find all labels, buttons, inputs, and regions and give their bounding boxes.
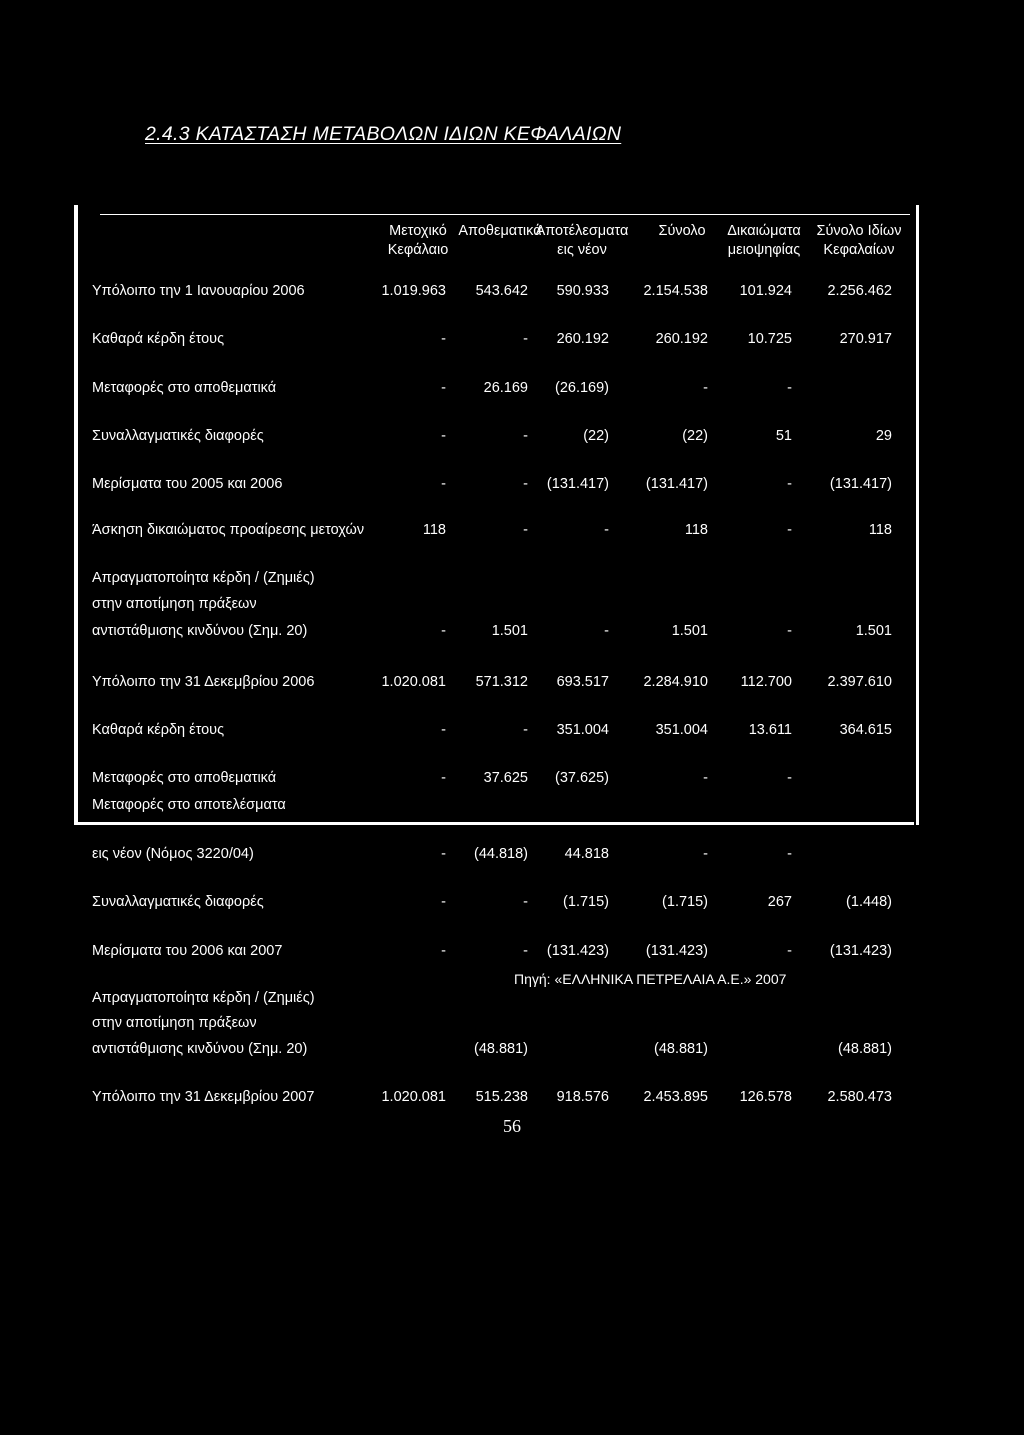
column-header-line1: Αποθεματικά [458, 223, 542, 239]
table-cell: (22) [682, 428, 708, 444]
column-header-line2 [458, 241, 541, 260]
table-cell: (37.625) [554, 770, 609, 786]
table-cell: 44.818 [564, 846, 609, 862]
row-label: Υπόλοιπο την 31 Δεκεμβρίου 2006 [92, 674, 315, 690]
row-label: στην αποτίμηση πράξεων [92, 1015, 257, 1031]
table-cell: 364.615 [839, 722, 892, 738]
table-cell: 693.517 [556, 674, 609, 690]
column-header-line1: Δικαιώματα [727, 223, 801, 239]
table-cell: 101.924 [739, 283, 792, 299]
table-cell: - [787, 623, 792, 639]
table-cell: (1.715) [662, 894, 708, 910]
table-cell: - [523, 331, 528, 347]
table-cell: (1.715) [563, 894, 609, 910]
table-cell: - [523, 522, 528, 538]
table-cell: - [441, 428, 446, 444]
row-label: Καθαρά κέρδη έτους [92, 331, 225, 347]
table-cell: 2.453.895 [643, 1089, 708, 1105]
table-cell: 2.154.538 [643, 283, 708, 299]
table-cell: - [441, 846, 446, 862]
table-bottom-rule [76, 822, 914, 825]
column-header [388, 222, 449, 260]
table-cell: - [441, 770, 446, 786]
table-cell: (48.881) [653, 1041, 708, 1057]
table-cell: - [441, 943, 446, 959]
column-header-line1: Αποτέλεσματα [535, 223, 629, 239]
table-cell: (131.417) [829, 476, 892, 492]
row-label: Υπόλοιπο την 1 Ιανουαρίου 2006 [92, 283, 305, 299]
column-header [658, 222, 705, 260]
table-cell: - [703, 770, 708, 786]
table-cell: 118 [422, 522, 446, 538]
table-cell: (44.818) [473, 846, 528, 862]
page-number: 56 [503, 1116, 521, 1136]
table-cell: - [787, 380, 792, 396]
row-label: Υπόλοιπο την 31 Δεκεμβρίου 2007 [92, 1089, 315, 1105]
table-cell: (131.423) [546, 943, 609, 959]
table-cell: 37.625 [483, 770, 528, 786]
column-header [536, 222, 629, 260]
table-cell: 26.169 [483, 380, 528, 396]
table-cell: 2.284.910 [643, 674, 708, 690]
row-label: αντιστάθμισης κινδύνου (Σημ. 20) [92, 623, 308, 639]
row-label: στην αποτίμηση πράξεων [92, 596, 257, 612]
table-cell: 351.004 [556, 722, 609, 738]
table-cell: - [604, 522, 609, 538]
table-cell: 260.192 [655, 331, 708, 347]
source-note: Πηγή: «ΕΛΛΗΝΙΚΑ ΠΕΤΡΕΛΑΙΑ Α.Ε.» 2007 [514, 971, 787, 987]
table-cell: (131.417) [645, 476, 708, 492]
table-cell: - [703, 380, 708, 396]
row-label: Απραγματοποίητα κέρδη / (Ζημιές) [92, 570, 315, 586]
table-cell: (131.423) [645, 943, 708, 959]
column-header [817, 222, 902, 260]
table-cell: - [787, 846, 792, 862]
column-header-line2: μειοψηφίας [727, 242, 801, 258]
table-cell: 267 [767, 894, 792, 910]
table-cell: 2.580.473 [827, 1089, 892, 1105]
row-label: Συναλλαγματικές διαφορές [92, 428, 264, 444]
table-cell: - [787, 476, 792, 492]
table-cell: (48.881) [473, 1041, 528, 1057]
table-cell: 260.192 [556, 331, 609, 347]
table-cell: 118 [684, 522, 708, 538]
row-label: Μεταφορές στο αποθεματικά [92, 380, 277, 396]
row-label: Συναλλαγματικές διαφορές [92, 894, 264, 910]
table-cell: (1.448) [846, 894, 892, 910]
column-header [458, 222, 541, 260]
table-cell: (22) [583, 428, 609, 444]
table-top-rule [100, 214, 910, 215]
table-cell: 1.019.963 [381, 283, 446, 299]
table-cell: - [441, 331, 446, 347]
column-header-line1: Σύνολο [658, 223, 706, 239]
table-cell: 270.917 [839, 331, 892, 347]
table-cell: 1.020.081 [381, 1089, 446, 1105]
column-header-line1: Σύνολο Ιδίων [816, 223, 902, 239]
table-cell: 1.501 [491, 623, 528, 639]
table-cell: 1.501 [671, 623, 708, 639]
table-cell: - [703, 846, 708, 862]
table-cell: - [441, 476, 446, 492]
table-cell: - [787, 770, 792, 786]
table-cell: 590.933 [556, 283, 609, 299]
table-cell: 13.611 [748, 722, 792, 738]
table-cell: - [787, 522, 792, 538]
column-header [727, 222, 801, 260]
row-label: Μερίσματα του 2005 και 2006 [92, 476, 283, 492]
page-title: 2.4.3 ΚΑΤΑΣΤΑΣΗ ΜΕΤΑΒΟΛΩΝ ΙΔΙΩΝ ΚΕΦΑΛΑΙΩΝ [145, 123, 622, 145]
table-cell: - [523, 476, 528, 492]
column-header-line2: εις νέον [557, 242, 607, 258]
table-cell: 51 [775, 428, 792, 444]
table-cell: 118 [868, 522, 892, 538]
table-cell: (48.881) [837, 1041, 892, 1057]
table-cell: 918.576 [556, 1089, 609, 1105]
table-cell: - [523, 428, 528, 444]
row-label: Μεταφορές στο αποθεματικά [92, 770, 277, 786]
row-label: εις νέον (Νόμος 3220/04) [92, 846, 254, 862]
row-label: Μεταφορές στο αποτελέσματα [92, 797, 286, 813]
table-cell: - [523, 894, 528, 910]
column-header-line2: Κεφάλαιο [387, 242, 449, 258]
table-cell: 29 [875, 428, 892, 444]
table-cell: (131.417) [546, 476, 609, 492]
table-cell: - [523, 943, 528, 959]
table-cell: - [523, 722, 528, 738]
table-cell: 126.578 [739, 1089, 792, 1105]
row-label: Άσκηση δικαιώματος προαίρεσης μετοχών [92, 522, 365, 538]
row-label: Απραγματοποίητα κέρδη / (Ζημιές) [92, 990, 315, 1006]
column-header-line2: Κεφαλαίων [823, 242, 895, 258]
table-cell: - [441, 894, 446, 910]
table-cell: - [787, 943, 792, 959]
table-cell: 2.397.610 [827, 674, 892, 690]
table-cell: 1.501 [855, 623, 892, 639]
table-cell: (131.423) [829, 943, 892, 959]
column-header-line1: Μετοχικό [389, 223, 447, 239]
table-cell: 543.642 [475, 283, 528, 299]
table-cell: 515.238 [475, 1089, 528, 1105]
row-label: αντιστάθμισης κινδύνου (Σημ. 20) [92, 1041, 308, 1057]
table-cell: - [604, 623, 609, 639]
table-cell: 351.004 [655, 722, 708, 738]
table-cell: 1.020.081 [381, 674, 446, 690]
column-header-line2 [658, 241, 705, 260]
table-cell: - [441, 623, 446, 639]
table-cell: 112.700 [740, 674, 792, 690]
row-label: Μερίσματα του 2006 και 2007 [92, 943, 283, 959]
table-cell: - [441, 722, 446, 738]
table-cell: 10.725 [747, 331, 792, 347]
table-cell: 571.312 [475, 674, 528, 690]
table-cell: - [441, 380, 446, 396]
row-label: Καθαρά κέρδη έτους [92, 722, 225, 738]
table-cell: (26.169) [554, 380, 609, 396]
table-cell: 2.256.462 [827, 283, 892, 299]
